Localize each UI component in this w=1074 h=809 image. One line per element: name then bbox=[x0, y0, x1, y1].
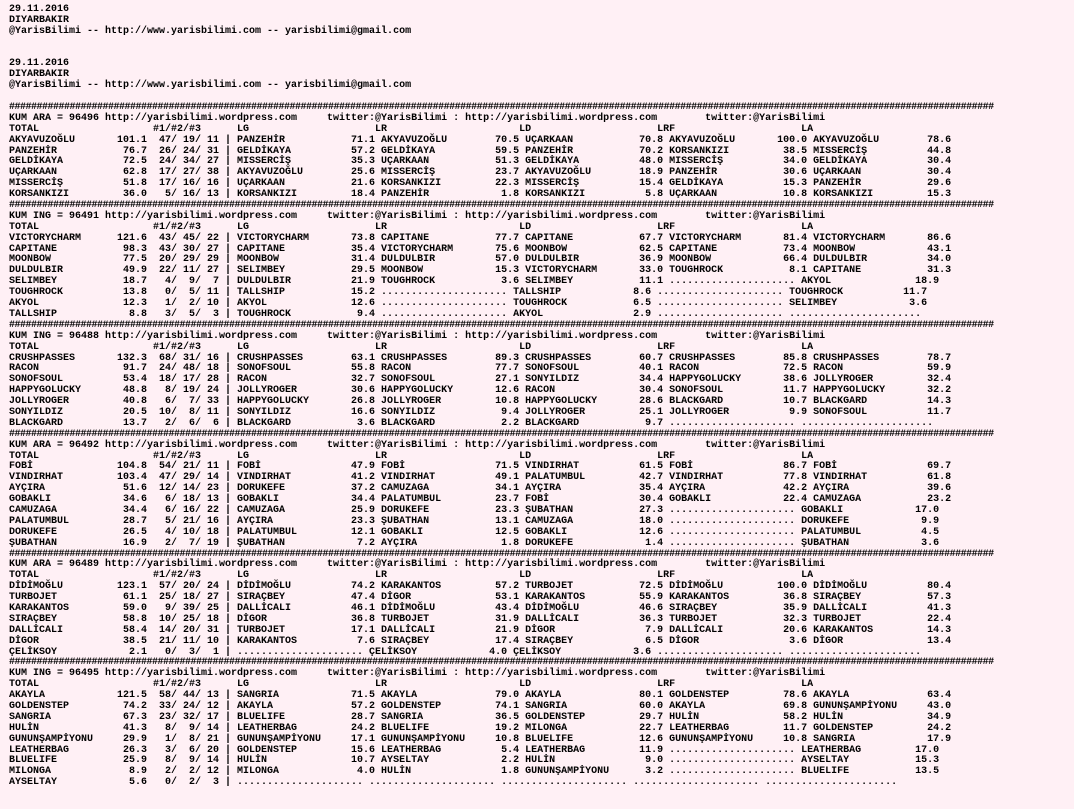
separator-line: ################################################################################################################################################################################### bbox=[9, 102, 994, 114]
column-header-line: TOTAL #1/#2/#3 LG LR LD LRF LA bbox=[9, 221, 814, 233]
result-row: SIRAÇBEY 58.8 10/ 25/ 18 | DİGOR 36.8 TURBOJET 31.9 DALLİCALI 36.3 TURBOJET 32.3 TURBOJET 22.4 bbox=[9, 613, 952, 625]
result-row: GOLDENSTEP 74.2 33/ 24/ 12 | AKAYLA 57.2 GOLDENSTEP 74.1 SANGRIA 60.0 AKAYLA 69.8 GUNUNŞAMPİYONU 43.0 bbox=[9, 701, 952, 712]
result-row: AKYOL 12.3 1/ 2/ 10 | AKYOL 12.6 ..................... TOUGHROCK 6.5 ..................... SELIMBEY 3.6 bbox=[9, 298, 928, 310]
date-line: 29.11.2016 bbox=[9, 4, 70, 15]
result-row: HAPPYGOLUCKY 48.8 8/ 19/ 24 | JOLLYROGER 30.6 HAPPYGOLUCKY 12.6 RACON 30.4 SONOFSOUL 11.7 HAPPYGOLUCKY 32.2 bbox=[9, 385, 952, 397]
column-header-line: TOTAL #1/#2/#3 LG LR LD LRF LA bbox=[9, 341, 814, 353]
result-row: FOBİ 104.8 54/ 21/ 11 | FOBİ 47.9 FOBİ 71.5 VINDIRHAT 61.5 FOBİ 86.7 FOBİ 69.7 bbox=[9, 461, 952, 473]
result-row: DULDULBIR 49.9 22/ 11/ 27 | SELIMBEY 29.5 MOONBOW 15.3 VICTORYCHARM 33.0 TOUGHROCK 8.1 CAPITANE 31.3 bbox=[9, 265, 952, 277]
result-row: UÇARKAAN 62.8 17/ 27/ 38 | AKYAVUZOĞLU 25.6 MISSERCİŞ 23.7 AKYAVUZOĞLU 18.9 PANZEHİR 30.6 UÇARKAAN 30.4 bbox=[9, 167, 952, 179]
result-row: BLACKGARD 13.7 2/ 6/ 6 | BLACKGARD 3.6 BLACKGARD 2.2 BLACKGARD 9.7 ..................... ...................... bbox=[9, 417, 934, 429]
result-row: TOUGHROCK 13.8 0/ 5/ 11 | TALLSHIP 15.2 ..................... TALLSHIP 8.6 ..................... TOUGHROCK 11.7 bbox=[9, 287, 928, 299]
race-header-line: KUM ARA = 96492 http://yarisbilimi.wordpress.com twitter:@YarisBilimi : http://yarisbilimi.wordpress.com twitter:@YarisBilimi bbox=[9, 439, 826, 451]
race-header-line: KUM ARA = 96489 http://yarisbilimi.wordpress.com twitter:@YarisBilimi : http://yarisbilimi.wordpress.com twitter:@YarisBilimi bbox=[9, 559, 826, 571]
result-row: BLUELIFE 25.9 8/ 9/ 14 | HULİN 10.7 AYSELTAY 2.2 HULİN 9.0 ..................... AYSELTAY 15.3 bbox=[9, 755, 940, 767]
result-row: JOLLYROGER 40.8 6/ 7/ 33 | HAPPYGOLUCKY 26.8 JOLLYROGER 10.8 HAPPYGOLUCKY 28.6 BLACKGARD 10.7 BLACKGARD 14.3 bbox=[9, 396, 952, 408]
result-row: AKYAVUZOĞLU 101.1 47/ 19/ 11 | PANZEHİR 71.1 AKYAVUZOĞLU 70.5 UÇARKAAN 70.8 AKYAVUZOĞLU 100.0 AKYAVUZOĞLU 78.6 bbox=[9, 134, 952, 146]
race-header-line: KUM ING = 96491 http://yarisbilimi.wordpress.com twitter:@YarisBilimi : http://yarisbilimi.wordpress.com twitter:@YarisBilimi bbox=[9, 210, 826, 222]
result-row: MOONBOW 77.5 20/ 29/ 29 | MOONBOW 31.4 DULDULBIR 57.0 DULDULBIR 36.9 MOONBOW 66.4 DULDULBIR 34.0 bbox=[9, 254, 952, 266]
date-line: 29.11.2016 bbox=[9, 58, 70, 70]
blank-line bbox=[9, 49, 994, 60]
result-row: DALLİCALI 58.4 14/ 20/ 31 | TURBOJET 17.1 DALLİCALI 21.9 DİGOR 7.9 DALLİCALI 20.6 KARAKANTOS 14.3 bbox=[9, 624, 952, 636]
race-header-line: KUM ARA = 96496 http://yarisbilimi.wordpress.com twitter:@YarisBilimi : http://yarisbilimi.wordpress.com twitter:@YarisBilimi bbox=[9, 112, 826, 124]
blank-line bbox=[9, 38, 994, 49]
result-row: GOBAKLI 34.6 6/ 18/ 13 | GOBAKLI 34.4 PALATUMBUL 23.7 FOBİ 30.4 GOBAKLI 22.4 CAMUZAGA 23.2 bbox=[9, 494, 952, 506]
result-row: SANGRIA 67.3 23/ 32/ 17 | BLUELIFE 28.7 SANGRIA 36.5 GOLDENSTEP 29.7 HULİN 58.2 HULİN 34.9 bbox=[9, 711, 952, 723]
result-row: CAPITANE 98.3 43/ 30/ 27 | CAPITANE 35.4 VICTORYCHARM 75.6 MOONBOW 62.5 CAPITANE 73.4 MOONBOW 43.1 bbox=[9, 243, 952, 255]
text-line: DIYARBAKIR bbox=[9, 14, 70, 26]
text-line: DIYARBAKIR bbox=[9, 69, 70, 81]
result-row: PANZEHİR 76.7 26/ 24/ 31 | GELDİKAYA 57.2 GELDİKAYA 59.5 PANZEHİR 70.2 KORSANKIZI 38.5 MISSERCİŞ 44.8 bbox=[9, 145, 952, 157]
result-row: GUNUNŞAMPİYONU 29.9 1/ 8/ 21 | GUNUNŞAMPİYONU 17.1 GUNUNŞAMPİYONU 10.8 BLUELIFE 12.6 GUNUNŞAMPİYONU 10.8 SANGRIA 17.9 bbox=[9, 733, 952, 745]
race-results-document bbox=[9, 5, 994, 789]
result-row: SONOFSOUL 53.4 18/ 17/ 28 | RACON 32.7 SONOFSOUL 27.1 SONYILDIZ 34.4 HAPPYGOLUCKY 38.6 JOLLYROGER 32.4 bbox=[9, 374, 952, 386]
result-row: VICTORYCHARM 121.6 43/ 45/ 22 | VICTORYCHARM 73.8 CAPITANE 77.7 CAPITANE 67.7 VICTORYCHARM 81.4 VICTORYCHARM 86.6 bbox=[9, 232, 952, 244]
race-header-line: KUM ING = 96495 http://yarisbilimi.wordpress.com twitter:@YarisBilimi : http://yarisbilimi.wordpress.com twitter:@YarisBilimi bbox=[9, 668, 826, 680]
result-row: TURBOJET 61.1 25/ 18/ 27 | SIRAÇBEY 47.4 DİGOR 53.1 KARAKANTOS 55.9 KARAKANTOS 36.8 SIRAÇBEY 57.3 bbox=[9, 592, 952, 604]
contact-line: @YarisBilimi -- http://www.yarisbilimi.com -- yarisbilimi@gmail.com bbox=[9, 80, 412, 92]
result-row: DİDİMOĞLU 123.1 57/ 20/ 24 | DİDİMOĞLU 74.2 KARAKANTOS 57.2 TURBOJET 72.5 DİDİMOĞLU 100.0 DİDİMOĞLU 80.4 bbox=[9, 581, 952, 593]
column-header-line: TOTAL #1/#2/#3 LG LR LD LRF LA bbox=[9, 679, 814, 691]
result-row: AYÇIRA 51.6 12/ 14/ 23 | DORUKEFE 37.2 CAMUZAGA 34.1 AYÇIRA 35.4 AYÇIRA 42.2 AYÇIRA 39.6 bbox=[9, 483, 952, 495]
result-row: VINDIRHAT 103.4 47/ 29/ 14 | VINDIRHAT 41.2 VINDIRHAT 49.1 PALATUMBUL 42.7 VINDIRHAT 77.8 VINDIRHAT 61.8 bbox=[9, 472, 952, 484]
separator-line: ################################################################################################################################################################################### bbox=[9, 657, 994, 669]
result-row: PALATUMBUL 28.7 5/ 21/ 16 | AYÇIRA 23.3 ŞUBATHAN 13.1 CAMUZAGA 18.0 ..................... DORUKEFE 9.9 bbox=[9, 515, 940, 527]
result-row: GELDİKAYA 72.5 24/ 34/ 27 | MISSERCİŞ 35.3 UÇARKAAN 51.3 GELDİKAYA 48.0 MISSERCİŞ 34.0 GELDİKAYA 30.4 bbox=[9, 156, 952, 168]
result-row: KARAKANTOS 59.0 9/ 39/ 25 | DALLİCALI 46.1 DİDİMOĞLU 43.4 DİDİMOĞLU 46.6 SIRAÇBEY 35.9 DALLİCALI 41.3 bbox=[9, 602, 952, 614]
result-row: CRUSHPASSES 132.3 68/ 31/ 16 | CRUSHPASSES 63.1 CRUSHPASSES 89.3 CRUSHPASSES 60.7 CRUSHPASSES 85.8 CRUSHPASSES 78.7 bbox=[9, 352, 952, 364]
result-row: SONYILDIZ 20.5 10/ 8/ 11 | SONYILDIZ 16.6 SONYILDIZ 9.4 JOLLYROGER 25.1 JOLLYROGER 9.9 SONOFSOUL 11.7 bbox=[9, 406, 952, 418]
result-row: RACON 91.7 24/ 48/ 18 | SONOFSOUL 55.8 RACON 77.7 SONOFSOUL 40.1 RACON 72.5 RACON 59.9 bbox=[9, 363, 952, 375]
result-row: MISSERCİŞ 51.8 17/ 16/ 16 | UÇARKAAN 21.6 KORSANKIZI 22.3 MISSERCİŞ 15.4 GELDİKAYA 15.3 PANZEHİR 29.6 bbox=[9, 178, 952, 190]
result-row: SELIMBEY 18.7 4/ 9/ 7 | DULDULBIR 21.9 TOUGHROCK 3.6 SELIMBEY 11.1 ..................... AKYOL 18.9 bbox=[9, 276, 940, 288]
result-row: DORUKEFE 26.5 4/ 10/ 18 | PALATUMBUL 12.1 GOBAKLI 12.5 GOBAKLI 12.6 ..................... PALATUMBUL 4.5 bbox=[9, 526, 940, 538]
column-header-line: TOTAL #1/#2/#3 LG LR LD LRF LA bbox=[9, 123, 814, 135]
contact-line: @YarisBilimi -- http://www.yarisbilimi.com -- yarisbilimi@gmail.com bbox=[9, 25, 412, 37]
result-row: HULİN 41.3 8/ 9/ 14 | LEATHERBAG 24.2 BLUELIFE 19.2 MILONGA 22.7 LEATHERBAG 11.7 GOLDENSTEP 24.2 bbox=[9, 722, 952, 734]
result-row: AKAYLA 121.5 58/ 44/ 13 | SANGRIA 71.5 AKAYLA 79.0 AKAYLA 80.1 GOLDENSTEP 78.6 AKAYLA 63.4 bbox=[9, 690, 952, 702]
result-row: KORSANKIZI 36.0 5/ 16/ 13 | KORSANKIZI 18.4 PANZEHİR 1.8 KORSANKIZI 5.8 UÇARKAAN 10.8 KORSANKIZI 15.3 bbox=[9, 189, 952, 201]
result-row: DİGOR 38.5 21/ 11/ 10 | KARAKANTOS 7.6 SIRAÇBEY 17.4 SIRAÇBEY 6.5 DİGOR 3.6 DİGOR 13.4 bbox=[9, 635, 952, 647]
result-row: ŞUBATHAN 16.9 2/ 7/ 19 | ŞUBATHAN 7.2 AYÇIRA 1.8 DORUKEFE 1.4 ..................... ŞUBATHAN 3.6 bbox=[9, 537, 940, 549]
result-row: CAMUZAGA 34.4 6/ 16/ 22 | CAMUZAGA 25.9 DORUKEFE 23.3 ŞUBATHAN 27.3 ..................... GOBAKLI 17.0 bbox=[9, 504, 940, 516]
result-row: ÇELİKSOY 2.1 0/ 3/ 1 | ..................... ÇELİKSOY 4.0 ÇELİKSOY 3.6 ..................... ...................... bbox=[9, 646, 922, 658]
separator-line: ################################################################################################################################################################################### bbox=[9, 319, 994, 331]
result-row: TALLSHIP 8.8 3/ 5/ 3 | TOUGHROCK 9.4 ..................... AKYOL 2.9 ..................... ...................... bbox=[9, 308, 922, 320]
result-row: MILONGA 8.9 2/ 2/ 12 | MILONGA 4.0 HULİN 1.8 GUNUNŞAMPİYONU 3.2 ..................... BLUELIFE 13.5 bbox=[9, 766, 940, 778]
separator-line: ################################################################################################################################################################################### bbox=[9, 548, 994, 560]
column-header-line: TOTAL #1/#2/#3 LG LR LD LRF LA bbox=[9, 570, 814, 582]
race-header-line: KUM ING = 96488 http://yarisbilimi.wordpress.com twitter:@YarisBilimi : http://yarisbilimi.wordpress.com twitter:@YarisBilimi bbox=[9, 330, 826, 342]
result-row: LEATHERBAG 26.3 3/ 6/ 20 | GOLDENSTEP 15.6 LEATHERBAG 5.4 LEATHERBAG 11.9 ..................... LEATHERBAG 17.0 bbox=[9, 744, 940, 756]
separator-line: ################################################################################################################################################################################### bbox=[9, 200, 994, 212]
result-row: AYSELTAY 5.6 0/ 2/ 3 | ..................... ..................... ..................... ..................... ...................... bbox=[9, 777, 898, 789]
column-header-line: TOTAL #1/#2/#3 LG LR LD LRF LA bbox=[9, 450, 814, 462]
separator-line: ################################################################################################################################################################################### bbox=[9, 428, 994, 440]
